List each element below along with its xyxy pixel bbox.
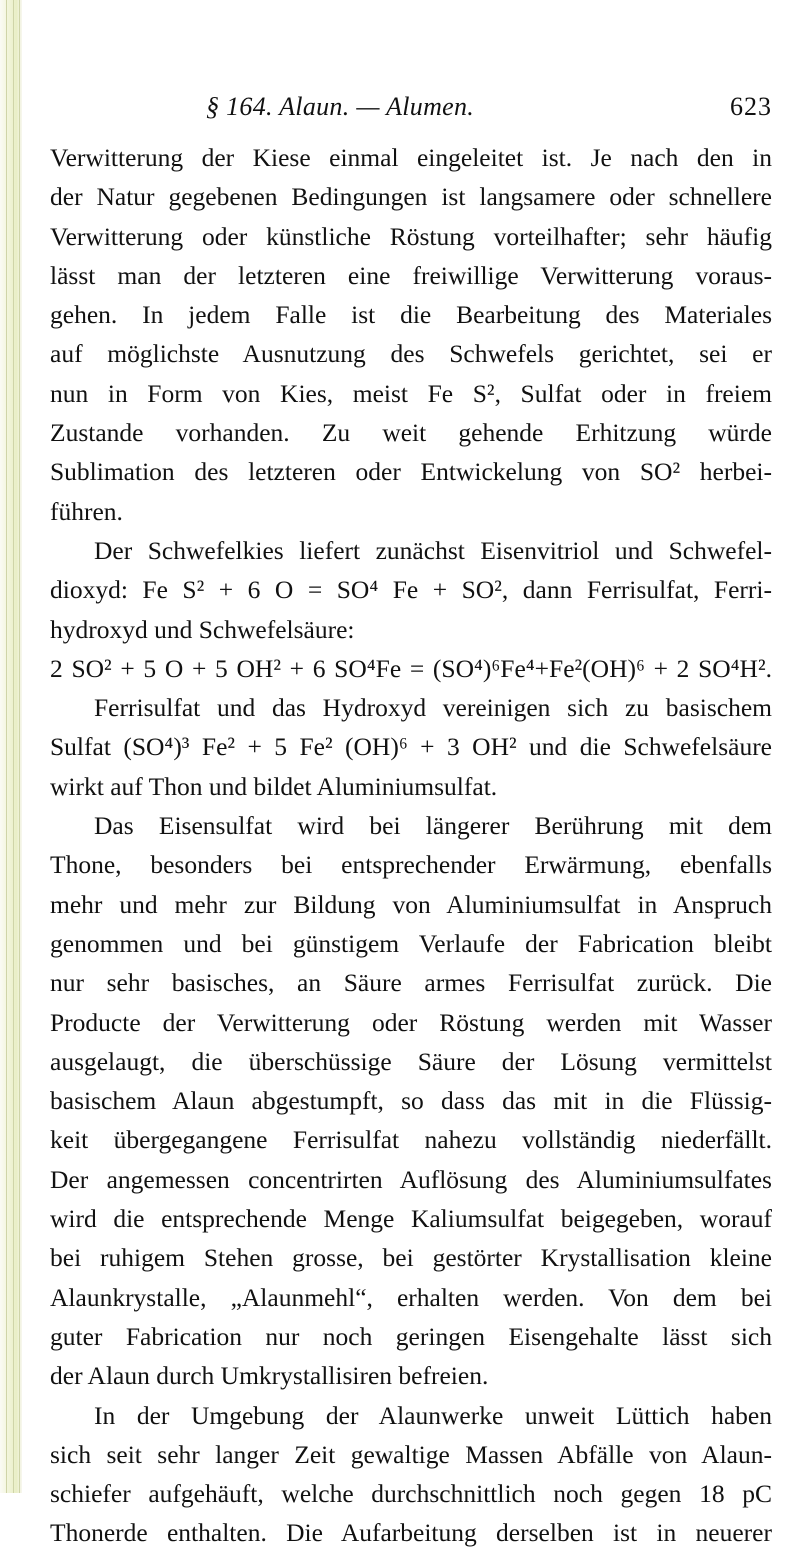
text-line: dioxyd: Fe S² + 6 O = SO⁴ Fe + SO², dann Ferrisulfat, Ferri- bbox=[50, 575, 772, 605]
text-line: Alaunkrystalle, „Alaunmehl“, erhalten werden. Von dem bei bbox=[50, 1282, 772, 1312]
text-line: Sublimation des letzteren oder Entwickelung von SO² herbei- bbox=[50, 457, 772, 487]
text-line: Der angemessen concentrirten Auflösung des Aluminiumsulfates bbox=[50, 1164, 772, 1194]
text-line: Producte der Verwitterung oder Röstung werden mit Wasser bbox=[50, 1007, 772, 1037]
text-line: basischem Alaun abgestumpft, so dass das mit in die Flüssig- bbox=[50, 1086, 772, 1116]
text-line: bei ruhigem Stehen grosse, bei gestörter Krystallisation kleine bbox=[50, 1243, 772, 1273]
text-line: führen. bbox=[50, 496, 123, 526]
text-line: nur sehr basisches, an Säure armes Ferrisulfat zurück. Die bbox=[50, 968, 772, 998]
text-line: der Natur gegebenen Bedingungen ist langsamere oder schnellere bbox=[50, 182, 772, 212]
text-line: nun in Form von Kies, meist Fe S², Sulfat oder in freiem bbox=[50, 378, 772, 408]
text-line: ausgelaugt, die überschüssige Säure der Lösung vermittelst bbox=[50, 1046, 772, 1076]
paragraph-start-line: Ferrisulfat und das Hydroxyd vereinigen sich zu basischem bbox=[94, 693, 772, 723]
binding-line bbox=[13, 0, 14, 1493]
text-line: Thonerde enthalten. Die Aufarbeitung derselben ist in neuerer bbox=[50, 1518, 772, 1548]
text-line: guter Fabrication nur noch geringen Eisengehalte lässt sich bbox=[50, 1321, 772, 1351]
paragraph-start-line: In der Umgebung der Alaunwerke unweit Lüttich haben bbox=[94, 1400, 772, 1430]
paragraph-start-line: Das Eisensulfat wird bei längerer Berührung mit dem bbox=[94, 811, 772, 841]
body-text bbox=[50, 138, 772, 1553]
text-line: Zustande vorhanden. Zu weit gehende Erhitzung würde bbox=[50, 418, 772, 448]
paragraph-start-line: Der Schwefelkies liefert zunächst Eisenvitriol und Schwefel- bbox=[94, 535, 772, 565]
binding-line bbox=[6, 0, 7, 1493]
text-line: Verwitterung oder künstliche Röstung vorteilhafter; sehr häufig bbox=[50, 221, 772, 251]
binding-line bbox=[19, 0, 20, 1493]
text-line: auf möglichste Ausnutzung des Schwefels gerichtet, sei er bbox=[50, 339, 772, 369]
text-line: lässt man der letzteren eine freiwillige Verwitterung voraus- bbox=[50, 260, 772, 290]
text-line: keit übergegangene Ferrisulfat nahezu vollständig niederfällt. bbox=[50, 1125, 772, 1155]
formula-line: 2 SO² + 5 O + 5 OH² + 6 SO⁴Fe = (SO⁴)⁶Fe⁴+Fe²(OH)⁶ + 2 SO⁴H². bbox=[50, 653, 772, 683]
text-line: schiefer aufgehäuft, welche durchschnittlich noch gegen 18 pC bbox=[50, 1479, 772, 1509]
text-line: Verwitterung der Kiese einmal eingeleitet ist. Je nach den in bbox=[50, 143, 772, 172]
text-line: der Alaun durch Umkrystallisiren befreien. bbox=[50, 1361, 489, 1391]
text-line: mehr und mehr zur Bildung von Aluminiumsulfat in Anspruch bbox=[50, 889, 772, 919]
section-title: § 164. Alaun. — Alumen. bbox=[206, 92, 475, 121]
text-line: wird die entsprechende Menge Kaliumsulfat beigegeben, worauf bbox=[50, 1204, 772, 1234]
text-line: Sulfat (SO⁴)³ Fe² + 5 Fe² (OH)⁶ + 3 OH² und die Schwefelsäure bbox=[50, 732, 772, 762]
running-header bbox=[50, 92, 772, 132]
page-number: 623 bbox=[730, 92, 772, 121]
text-line: sich seit sehr langer Zeit gewaltige Massen Abfälle von Alaun- bbox=[50, 1439, 772, 1469]
text-line: gehen. In jedem Falle ist die Bearbeitung des Materiales bbox=[50, 300, 772, 330]
text-line: genommen und bei günstigem Verlaufe der Fabrication bleibt bbox=[50, 928, 772, 958]
text-line: wirkt auf Thon und bildet Aluminiumsulfat. bbox=[50, 771, 498, 801]
text-line: Thone, besonders bei entsprechender Erwärmung, ebenfalls bbox=[50, 850, 772, 880]
text-line: hydroxyd und Schwefelsäure: bbox=[50, 614, 355, 644]
